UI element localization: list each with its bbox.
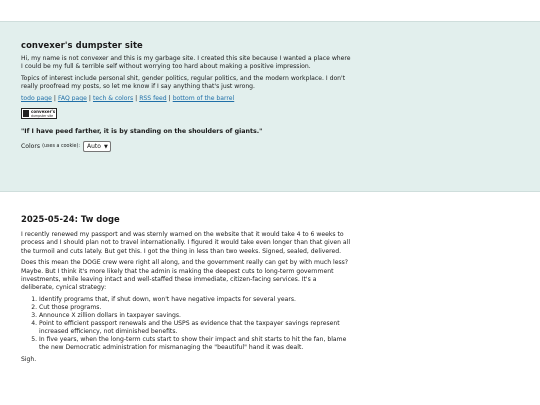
site-badge[interactable] [21, 108, 57, 119]
site-header [0, 21, 540, 192]
list-item: 5. In five years, when the long-term cuts start to show their impact and shit starts to hit the fan, blame the new Democratic administration for mismanaging the "beautiful" hand it was dealt. [39, 336, 351, 352]
topics-text: Topics of interest include personal shit, gender politics, regular politics, and the modern workplace. I don't really proofread my posts, so let me know if I say anything that's just wrong. [21, 75, 346, 91]
list-item: 2. Cut those programs. [39, 304, 351, 312]
link-rss-feed[interactable]: RSS feed [139, 95, 167, 103]
chevron-down-icon: ▼ [103, 143, 108, 150]
link-todo-page[interactable]: todo page [21, 95, 52, 103]
colors-select[interactable] [83, 141, 111, 152]
badge-line-1: convexer's [31, 109, 56, 115]
link-faq-page[interactable]: FAQ page [57, 95, 87, 103]
header-content [21, 40, 351, 152]
list-item: 4. Point to efficient passport renewals and the USPS as evidence that the taxpayer savings represent increased efficiency, not diminished benefits. [39, 320, 351, 336]
colors-label: Colors [21, 143, 41, 151]
post-paragraph: Does this mean the DOGE crew were right all along, and the government really can get by with much less? Maybe. But I think it's more likely that the admin is making the deepest cuts to long-term government investments, while leaving intact and well-staffed these immediate, citizen-facing services. It's a deliberate, cynical strategy: [21, 259, 349, 292]
link-tech-colors[interactable]: tech & colors [92, 95, 134, 103]
colors-setting [21, 141, 351, 152]
intro-text: Hi, my name is not convexer and this is my garbage site. I created this site because I wanted a place where I could be my full & terrible self without worrying too hard about making a positive impression. [21, 55, 351, 71]
colors-note: (uses a cookie): [42, 144, 81, 150]
tagline-quote: "If I have peed farther, it is by standing on the shoulders of giants." [21, 128, 263, 136]
list-item: 1. Identify programs that, if shut down, won't have negative impacts for several years. [39, 296, 351, 304]
colors-select-value: Auto [87, 143, 101, 151]
link-separator: | [53, 95, 56, 103]
link-separator: | [135, 95, 138, 103]
strategy-list [21, 296, 351, 352]
blog-post [21, 214, 351, 368]
nav-links [21, 95, 351, 103]
badge-line-2: dumpster site [31, 114, 54, 119]
list-item: 3. Announce X zillion dollars in taxpayer savings. [39, 312, 351, 320]
site-title: convexer's dumpster site [21, 40, 143, 50]
link-separator: | [88, 95, 91, 103]
post-closing: Sigh. [21, 356, 37, 364]
dumpster-icon [23, 110, 29, 117]
post-paragraph: I recently renewed my passport and was sternly warned on the website that it would take 4 to 6 weeks to process and I should plan not to travel internationally. I figured it would take even longer than that given all the turmoil and cuts lately. But get this. I got the thing in less than two weeks. Signed, sealed, delivered. [21, 231, 351, 255]
post-title: 2025-05-24: Tw doge [21, 214, 120, 224]
link-bottom-of-barrel[interactable]: bottom of the barrel [172, 95, 235, 103]
link-separator: | [168, 95, 171, 103]
